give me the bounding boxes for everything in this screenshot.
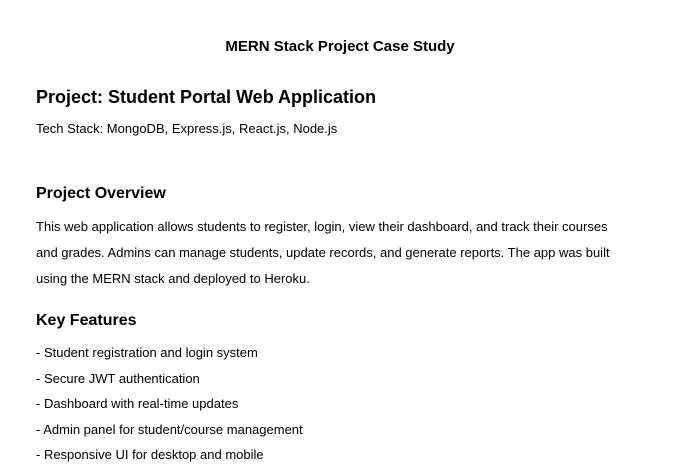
overview-line: and grades. Admins can manage students, update records, and generate reports. The app was built <box>36 245 610 260</box>
overview-line: This web application allows students to register, login, view their dashboard, and track their courses <box>36 219 608 234</box>
overview-paragraph <box>36 214 656 292</box>
overview-heading: Project Overview <box>36 185 166 202</box>
tech-stack-line: Tech Stack: MongoDB, Express.js, React.js, Node.js <box>36 121 338 136</box>
feature-item: - Dashboard with real-time updates <box>36 396 239 411</box>
feature-item: - Responsive UI for desktop and mobile <box>36 447 264 462</box>
features-heading: Key Features <box>36 312 137 329</box>
project-title: Project: Student Portal Web Application <box>36 87 377 107</box>
feature-item: - Student registration and login system <box>36 345 258 360</box>
document-title: MERN Stack Project Case Study <box>225 38 455 55</box>
feature-item: - Secure JWT authentication <box>36 370 200 386</box>
overview-line: using the MERN stack and deployed to Heroku. <box>36 271 310 286</box>
feature-item: - Admin panel for student/course management <box>36 421 303 437</box>
feature-list <box>36 340 303 468</box>
